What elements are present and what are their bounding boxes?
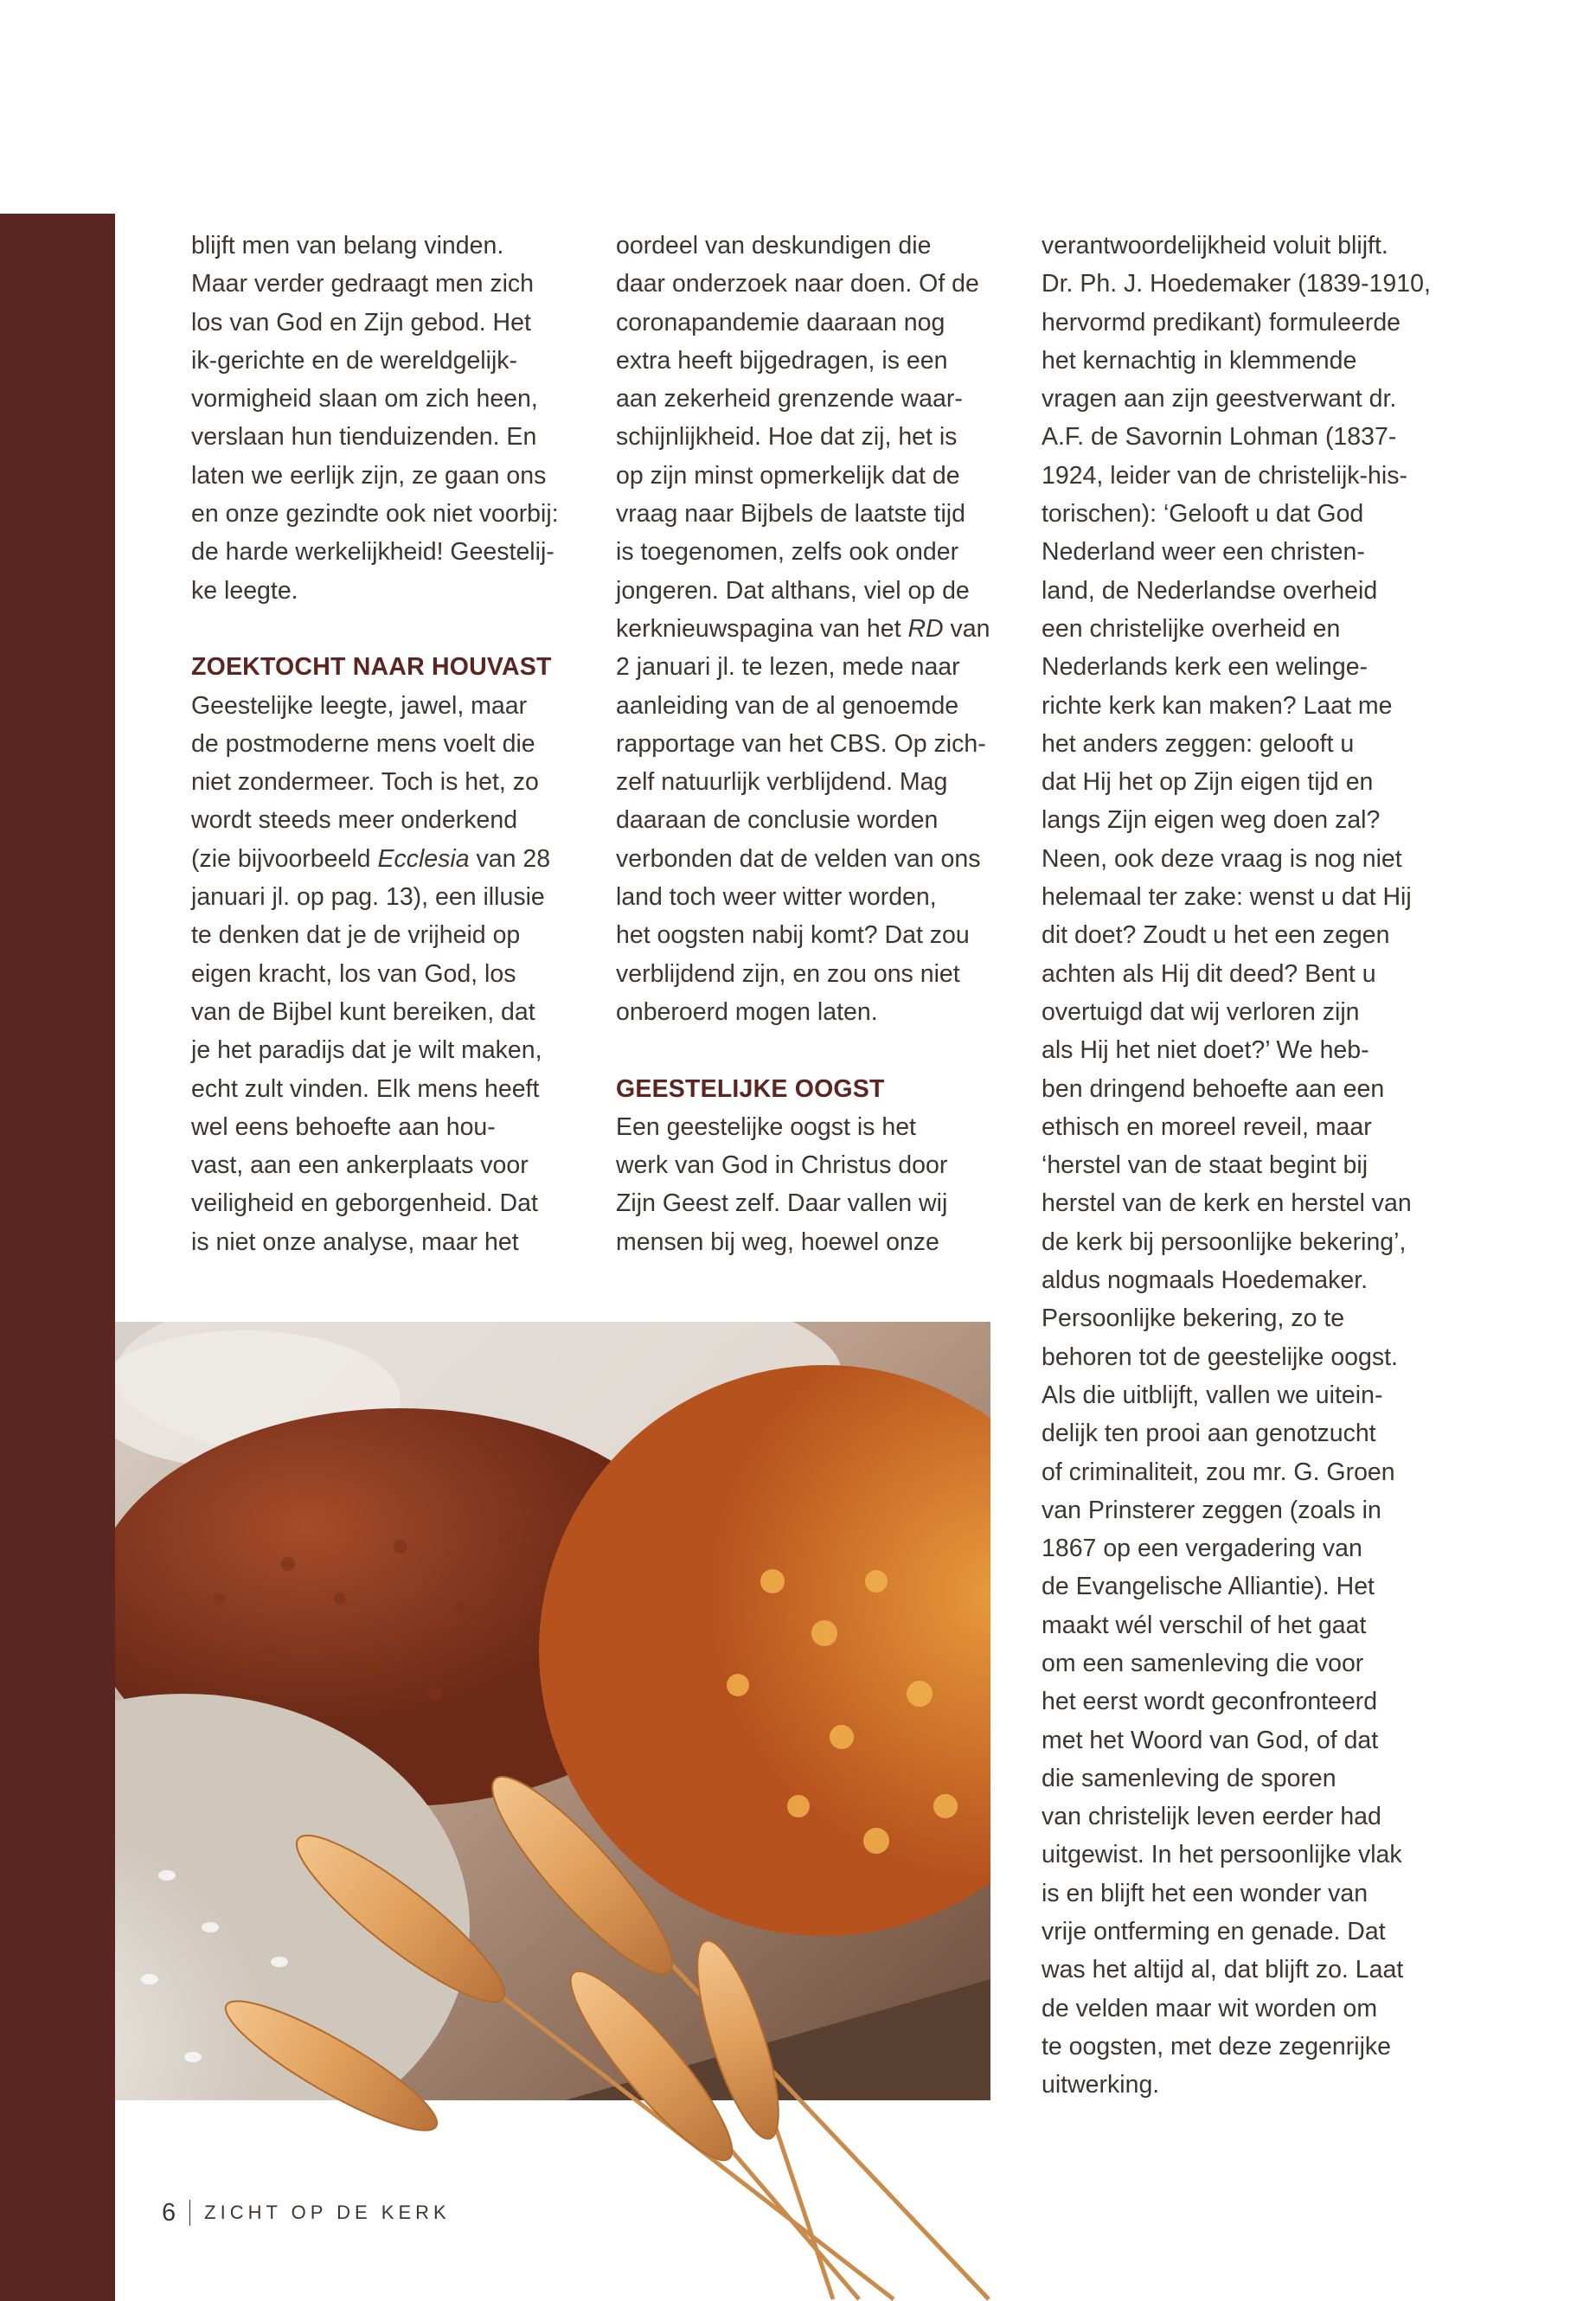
text-line: overtuigd dat wij verloren zijn [1042, 997, 1360, 1026]
text-line: jongeren. Dat althans, viel op de [616, 576, 970, 605]
text-line: ik-gerichte en de wereldgelijk- [191, 346, 518, 375]
text-line: vast, aan een ankerplaats voor [191, 1151, 529, 1180]
text-line: coronapandemie daaraan nog [616, 308, 945, 336]
text-line: verslaan hun tienduizenden. En [191, 423, 537, 452]
text-line: uitgewist. In het persoonlijke vlak [1042, 1841, 1402, 1869]
publication-title: Ecclesia [377, 844, 470, 873]
text-line: van Prinsterer zeggen (zoals in [1042, 1496, 1381, 1524]
text-line: met het Woord van God, of dat [1042, 1726, 1379, 1754]
section-heading: ZOEKTOCHT NAAR HOUVAST [191, 653, 552, 682]
text-line: werk van God in Christus door [616, 1151, 948, 1180]
text-line: daar onderzoek naar doen. Of de [616, 270, 979, 298]
publication-title: RD [907, 614, 944, 643]
text-line: land, de Nederlandse overheid [1042, 576, 1378, 605]
text-line: januari jl. op pag. 13), een illusie [191, 883, 545, 912]
text-line: daaraan de conclusie worden [616, 806, 939, 835]
text-line: herstel van de kerk en herstel van [1042, 1189, 1412, 1218]
section-heading: GEESTELIJKE OOGST [616, 1074, 885, 1103]
text-line: laten we eerlijk zijn, ze gaan ons [191, 461, 547, 490]
text-line: vragen aan zijn geestverwant dr. [1042, 385, 1397, 413]
text-line: vrije ontferming en genade. Dat [1042, 1918, 1386, 1946]
text-column-1 [191, 227, 572, 1261]
footer-divider [189, 2200, 190, 2226]
text-line: als Hij het niet doet?’ We heb- [1042, 1036, 1369, 1065]
text-line: Neen, ook deze vraag is nog niet [1042, 844, 1402, 873]
text-line: die samenleving de sporen [1042, 1764, 1336, 1792]
text-line: maakt wél verschil of het gaat [1042, 1611, 1367, 1639]
magazine-title: ZICHT OP DE KERK [204, 2202, 451, 2223]
text-line: van christelijk leven eerder had [1042, 1803, 1381, 1831]
text-column-3 [1042, 227, 1431, 2105]
text-line: los van God en Zijn gebod. Het [191, 308, 531, 336]
text-line: zelf natuurlijk verblijdend. Mag [616, 768, 948, 797]
text-line: vraag naar Bijbels de laatste tijd [616, 500, 965, 529]
text-line: ben dringend behoefte aan een [1042, 1074, 1385, 1103]
text-line: is niet onze analyse, maar het [191, 1227, 519, 1256]
text-line: te oogsten, met deze zegenrijke [1042, 2032, 1391, 2061]
paragraph [191, 227, 572, 610]
text-line: aan zekerheid grenzende waar- [616, 385, 963, 413]
text-line: Geestelijke leegte, jawel, maar [191, 691, 528, 720]
grain-wheat-photo [115, 1322, 990, 2301]
text-line: je het paradijs dat je wilt maken, [191, 1036, 542, 1065]
text-span: van [943, 614, 990, 643]
text-line: rapportage van het CBS. Op zich- [616, 729, 986, 758]
text-line: een christelijke overheid en [1042, 614, 1341, 643]
text-line: behoren tot de geestelijke oogst. [1042, 1343, 1398, 1371]
text-line: aanleiding van de al genoemde [616, 691, 959, 720]
text-line: ‘herstel van de staat begint bij [1042, 1151, 1368, 1180]
text-line: de postmoderne mens voelt die [191, 729, 535, 758]
text-line: 1924, leider van de christelijk-his- [1042, 461, 1407, 490]
text-line: niet zondermeer. Toch is het, zo [191, 768, 539, 797]
text-line: 1867 op een vergadering van [1042, 1535, 1362, 1563]
text-line: is toegenomen, zelfs ook onder [616, 538, 959, 567]
text-line: wordt steeds meer onderkend [191, 806, 518, 835]
text-line: Zijn Geest zelf. Daar vallen wij [616, 1189, 948, 1218]
text-span: (zie bijvoorbeeld [191, 844, 378, 873]
text-line: Maar verder gedraagt men zich [191, 270, 535, 298]
text-line: blijft men van belang vinden. [191, 232, 504, 260]
paragraph [616, 227, 1005, 1031]
text-line: om een samenleving die voor [1042, 1649, 1364, 1677]
text-line: dat Hij het op Zijn eigen tijd en [1042, 768, 1374, 797]
text-line: het anders zeggen: gelooft u [1042, 729, 1355, 758]
text-line: veiligheid en geborgenheid. Dat [191, 1189, 538, 1218]
text-line: richte kerk kan maken? Laat me [1042, 691, 1393, 720]
text-line: hervormd predikant) formuleerde [1042, 308, 1401, 336]
text-line: Een geestelijke oogst is het [616, 1112, 916, 1141]
paragraph [191, 687, 572, 1261]
text-line: ke leegte. [191, 576, 298, 605]
text-line: echt zult vinden. Elk mens heeft [191, 1074, 540, 1103]
text-line: Als die uitblijft, vallen we uitein- [1042, 1381, 1383, 1409]
text-line: wel eens behoefte aan hou- [191, 1112, 496, 1141]
text-line: ethisch en moreel reveil, maar [1042, 1112, 1372, 1141]
text-line: de harde werkelijkheid! Geestelij- [191, 538, 554, 567]
paragraph [616, 1108, 1005, 1261]
text-line: torischen): ‘Gelooft u dat God [1042, 500, 1364, 529]
text-line: het oogsten nabij komt? Dat zou [616, 921, 970, 950]
text-line: helemaal ter zake: wenst u dat Hij [1042, 883, 1412, 912]
text-line: verantwoordelijkheid voluit blijft. [1042, 232, 1388, 260]
text-line: de velden maar wit worden om [1042, 1994, 1378, 2022]
text-line: vormigheid slaan om zich heen, [191, 385, 538, 413]
text-line: oordeel van deskundigen die [616, 232, 932, 260]
text-line: schijnlijkheid. Hoe dat zij, het is [616, 423, 958, 452]
text-line: de Evangelische Alliantie). Het [1042, 1573, 1375, 1601]
text-line: extra heeft bijgedragen, is een [616, 346, 948, 375]
side-accent-bar [0, 214, 115, 2301]
text-line: achten als Hij dit deed? Bent u [1042, 959, 1376, 988]
text-line: en onze gezindte ook niet voorbij: [191, 500, 559, 529]
text-line [616, 610, 1005, 648]
text-line: Dr. Ph. J. Hoedemaker (1839-1910, [1042, 270, 1431, 298]
text-line: A.F. de Savornin Lohman (1837- [1042, 423, 1397, 452]
text-line: Nederland weer een christen- [1042, 538, 1365, 567]
text-span: kerknieuwspagina van het [616, 614, 908, 643]
text-line: het eerst wordt geconfronteerd [1042, 1688, 1378, 1716]
text-line: mensen bij weg, hoewel onze [616, 1227, 939, 1256]
text-line: het kernachtig in klemmende [1042, 346, 1357, 375]
text-line: is en blijft het een wonder van [1042, 1879, 1368, 1907]
text-line: eigen kracht, los van God, los [191, 959, 516, 988]
page-footer [162, 2195, 451, 2230]
text-line [191, 840, 572, 878]
text-line: te denken dat je de vrijheid op [191, 921, 521, 950]
page-number: 6 [162, 2198, 176, 2227]
text-line: was het altijd al, dat blijft zo. Laat [1042, 1956, 1404, 1984]
text-line: uitwerking. [1042, 2071, 1160, 2099]
text-line: langs Zijn eigen weg doen zal? [1042, 806, 1381, 835]
text-line: de kerk bij persoonlijke bekering’, [1042, 1227, 1407, 1256]
text-line: aldus nogmaals Hoedemaker. [1042, 1266, 1368, 1295]
text-line: verbonden dat de velden van ons [616, 844, 981, 873]
text-line: onberoerd mogen laten. [616, 997, 878, 1026]
text-line: verblijdend zijn, en zou ons niet [616, 959, 960, 988]
text-line: 2 januari jl. te lezen, mede naar [616, 653, 960, 682]
text-line: land toch weer witter worden, [616, 883, 937, 912]
text-line: op zijn minst opmerkelijk dat de [616, 461, 960, 490]
text-column-2 [616, 227, 1005, 1261]
text-line: delijk ten prooi aan genotzucht [1042, 1420, 1376, 1448]
text-span: van 28 [469, 844, 551, 873]
text-line: of criminaliteit, zou mr. G. Groen [1042, 1458, 1395, 1486]
text-line: dit doet? Zoudt u het een zegen [1042, 921, 1390, 950]
text-line: Persoonlijke bekering, zo te [1042, 1304, 1345, 1333]
text-line: Nederlands kerk een welinge- [1042, 653, 1368, 682]
text-line: van de Bijbel kunt bereiken, dat [191, 997, 535, 1026]
